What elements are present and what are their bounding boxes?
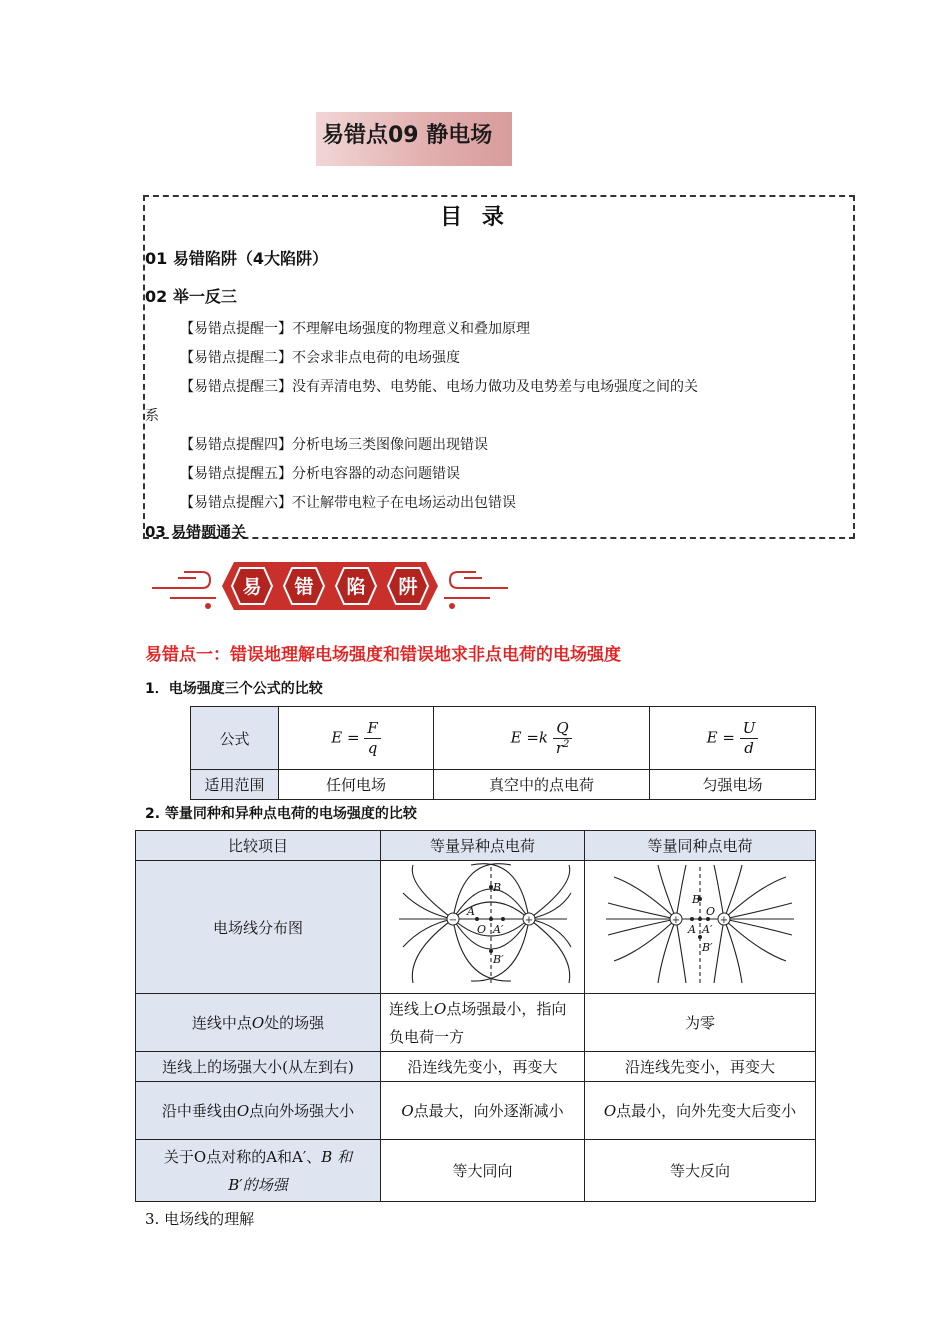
svg-text:+: + [671, 915, 681, 926]
table-cell: 沿连线先变小，再变大 [381, 1052, 585, 1082]
banner-decoration-left [152, 572, 216, 598]
svg-text:B′: B′ [492, 953, 504, 966]
toc-item-wrap: 系 [145, 408, 159, 424]
table-row-label: 连线上的场强大小(从左到右) [136, 1052, 381, 1082]
table-header: 等量异种点电荷 [381, 831, 585, 861]
subsection-heading: 1．电场强度三个公式的比较 [145, 681, 323, 697]
svg-text:B: B [692, 893, 701, 906]
formula-cell: E = $\frac{F}{q}$ [279, 707, 434, 770]
svg-text:A′: A′ [492, 923, 503, 936]
table-cell: 任何电场 [279, 770, 434, 800]
toc-item: 【易错点提醒四】分析电场三类图像问题出现错误 [180, 437, 488, 453]
table-cell: 匀强电场 [650, 770, 816, 800]
formula-cell: E =k $\frac{Q}{r^2}$ [434, 707, 650, 770]
toc-item: 【易错点提醒二】不会求非点电荷的电场强度 [180, 350, 460, 366]
formula-cell: E = $\frac{U}{d}$ [650, 707, 816, 770]
fraction: $\frac{F}{q}$ [364, 719, 380, 758]
svg-text:O: O [476, 923, 486, 936]
svg-text:+: + [524, 915, 533, 926]
svg-text:O: O [706, 905, 716, 918]
table-row-label: 关于O点对称的A和A′、B 和 B′的场强 [136, 1140, 381, 1202]
table-cell: O点最大，向外逐渐减小 [381, 1082, 585, 1140]
svg-text:A: A [466, 905, 475, 918]
banner-char: 陷 [346, 576, 366, 598]
banner-char: 阱 [398, 576, 418, 598]
formula-table [190, 706, 816, 800]
banner-decoration-right [444, 572, 508, 598]
table-cell: 等大同向 [381, 1140, 585, 1202]
trap-banner [150, 556, 510, 616]
svg-text:−: − [448, 915, 457, 926]
table-cell: 真空中的点电荷 [434, 770, 650, 800]
fraction: $\frac{U}{d}$ [740, 719, 759, 758]
table-row-label: 沿中垂线由O点向外场强大小 [136, 1082, 381, 1140]
section-heading: 易错点一：错误地理解电场强度和错误地求非点电荷的电场强度 [145, 645, 621, 665]
svg-text:+: + [719, 915, 729, 926]
toc-item: 【易错点提醒三】没有弄清电势、电势能、电场力做功及电势差与电场强度之间的关 [180, 379, 698, 395]
table-cell-label: 公式 [191, 707, 279, 770]
table-row-label: 电场线分布图 [136, 861, 381, 994]
table-row-label: 连线中点O处的场强 [136, 994, 381, 1052]
page-title: 易错点09 静电场 [322, 123, 493, 148]
table-cell: 为零 [585, 994, 816, 1052]
subsection-heading: 3. 电场线的理解 [145, 1210, 255, 1228]
opposite-charges-field-figure [393, 863, 573, 987]
banner-char: 错 [294, 576, 314, 598]
toc-item: 【易错点提醒六】不让解带电粒子在电场运动出包错误 [180, 495, 516, 511]
toc-section-03: 03 易错题通关 [145, 523, 247, 541]
table-cell: 等大反向 [585, 1140, 816, 1202]
table-cell-label: 适用范围 [191, 770, 279, 800]
table-cell: O点最小，向外先变大后变小 [585, 1082, 816, 1140]
fraction: $\frac{Q}{r^2}$ [553, 719, 573, 758]
figure-cell [585, 861, 816, 994]
comparison-table [135, 830, 816, 1202]
toc-section-01: 01 易错陷阱（4大陷阱） [145, 249, 328, 268]
table-cell: 连线上O点场强最小，指向负电荷一方 [381, 994, 585, 1052]
svg-text:B: B [492, 881, 501, 894]
svg-text:A′: A′ [702, 923, 713, 936]
banner-char: 易 [242, 576, 262, 598]
svg-text:A: A [688, 923, 696, 936]
toc-heading: 目 录 [440, 205, 510, 230]
figure-cell [381, 861, 585, 994]
table-header: 等量同种点电荷 [585, 831, 816, 861]
table-cell: 沿连线先变小，再变大 [585, 1052, 816, 1082]
svg-text:B′: B′ [702, 941, 713, 954]
toc-section-02: 02 举一反三 [145, 287, 237, 306]
toc-item: 【易错点提醒五】分析电容器的动态问题错误 [180, 466, 460, 482]
like-charges-field-figure [602, 863, 798, 987]
subsection-heading: 2. 等量同种和异种点电荷的电场强度的比较 [145, 806, 417, 822]
toc-item: 【易错点提醒一】不理解电场强度的物理意义和叠加原理 [180, 321, 530, 337]
table-header: 比较项目 [136, 831, 381, 861]
